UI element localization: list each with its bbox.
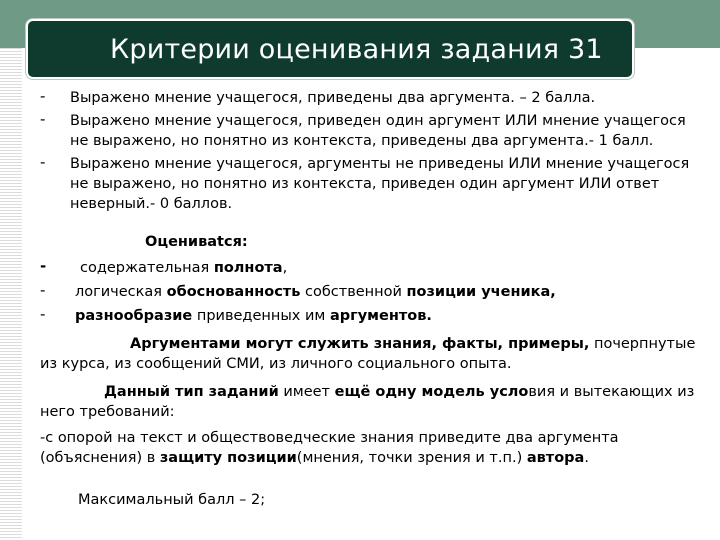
max-score: Максимальный балл – 2; — [78, 492, 266, 508]
slide-title: Критерии оценивания задания 31 — [110, 33, 603, 65]
model-text: вия и вытекающих из него требований: — [40, 384, 695, 420]
task-text: (мнения, точки зрения и т.п.) — [296, 450, 527, 466]
model-paragraph — [40, 382, 700, 422]
model-bold: Данный тип заданий — [104, 384, 279, 400]
evaluated-item — [40, 306, 700, 326]
evaluated-bold: обоснованность — [166, 284, 301, 300]
evaluated-text: логическая — [75, 284, 167, 300]
evaluated-heading: Оцениваtся: — [145, 234, 248, 250]
evaluated-text: , — [282, 260, 288, 276]
arguments-bold: Аргументами могут служить знания, факты, примеры, — [130, 336, 590, 352]
evaluated-item — [40, 258, 700, 278]
evaluated-item — [40, 282, 700, 302]
evaluated-bold: разнообразие — [75, 308, 193, 324]
task-text: . — [584, 450, 589, 466]
arguments-paragraph — [40, 334, 700, 374]
slide-content — [40, 88, 700, 510]
title-bar — [26, 19, 634, 79]
evaluated-bold: аргументов. — [329, 308, 432, 324]
evaluated-text: собственной — [300, 284, 407, 300]
evaluated-bold: полнота — [213, 260, 283, 276]
bullet-dash: - — [40, 305, 46, 323]
bullet-dash: - — [40, 153, 46, 171]
left-stripe-decoration — [0, 48, 22, 540]
criterion-text: Выражено мнение учащегося, приведен один аргумент ИЛИ мнение учащегося не выражено, но понятно из контекста, приведены два аргумента.- 1 балл. — [70, 113, 686, 149]
task-bold: защиту позиции — [159, 450, 297, 466]
bullet-dash: - — [40, 110, 46, 128]
max-score-line — [40, 490, 700, 510]
criterion-text: Выражено мнение учащегося, приведены два аргумента. – 2 балла. — [70, 90, 596, 106]
evaluated-text: содержательная — [80, 260, 214, 276]
evaluated-bold: позиции ученика, — [406, 284, 556, 300]
task-text: -с опорой на текст и обществоведческие знания приведите два аргумента (объяснения) в — [40, 430, 619, 466]
arguments-text: почерпнутые из курса, из сообщений СМИ, из личного социального опыта. — [40, 336, 696, 372]
evaluated-text: приведенных им — [192, 308, 330, 324]
criterion-item — [40, 154, 700, 214]
bullet-dash: - — [40, 281, 46, 299]
criterion-text: Выражено мнение учащегося, аргументы не приведены ИЛИ мнение учащегося не выражено, но понятно из контекста, приведен один аргумент ИЛИ ответ неверный.- 0 баллов. — [70, 156, 690, 212]
task-paragraph — [40, 428, 700, 468]
bullet-dash: - — [40, 87, 46, 105]
model-text: имеет — [278, 384, 335, 400]
model-bold: ещё одну модель усло — [334, 384, 529, 400]
criterion-item — [40, 88, 700, 108]
criterion-item — [40, 111, 700, 151]
bullet-dash: - — [40, 257, 47, 275]
task-bold: автора — [526, 450, 585, 466]
evaluated-heading-line — [40, 232, 700, 252]
